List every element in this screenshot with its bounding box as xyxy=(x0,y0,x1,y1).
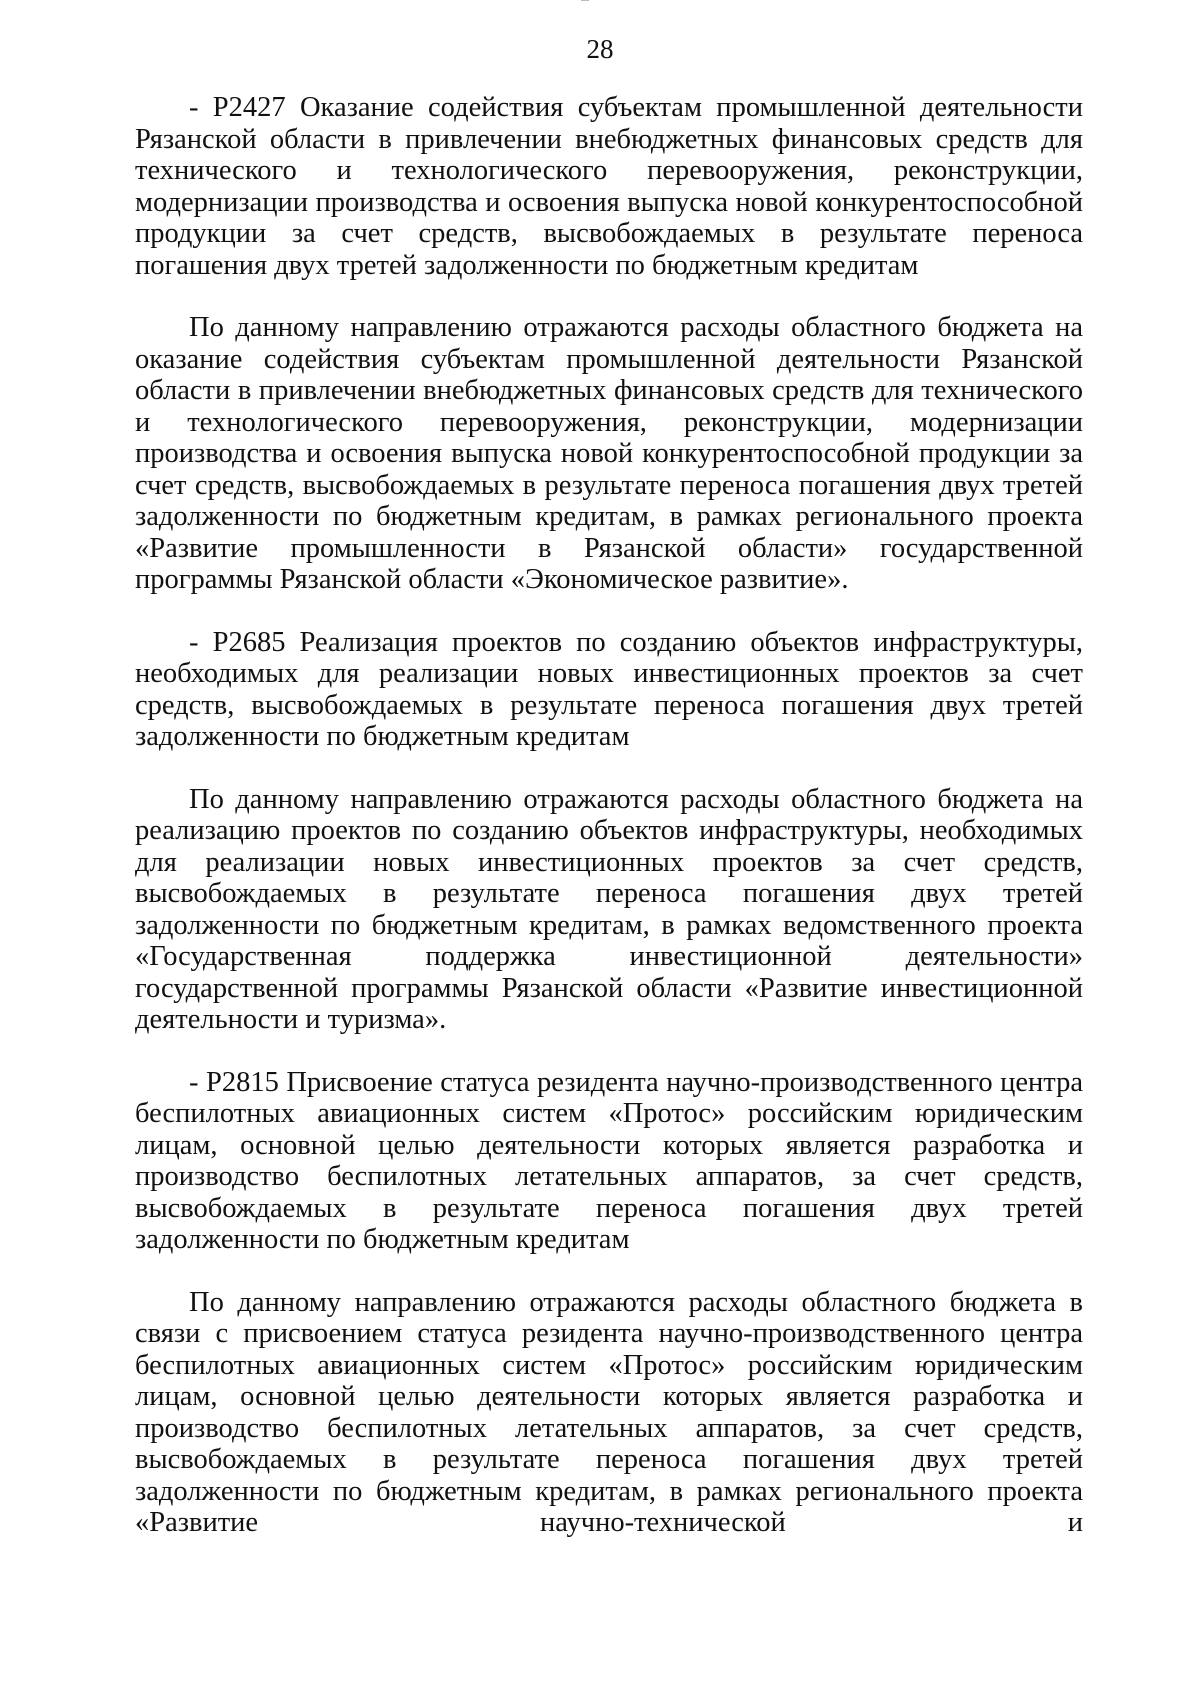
paragraph-p2815-description: По данному направлению отражаются расходы областного бюджета в связи с присвоением статуса резидента научно-производственного центра беспилотных авиационных систем «Протос» российским юридическим лицам, основной целью деятельности которых является разработка и производство беспилотных летательных аппаратов, за счет средств, высвобождаемых в результате переноса погашения двух третей задолженности по бюджетным кредитам, в рамках регионального проекта «Развитие научно-технической и xyxy=(135,1286,1083,1538)
paragraph-p2685-description: По данному направлению отражаются расходы областного бюджета на реализацию проектов по созданию объектов инфраструктуры, необходимых для реализации новых инвестиционных проектов за счет средств, высвобождаемых в результате переноса погашения двух третей задолженности по бюджетным кредитам, в рамках ведомственного проекта «Государственная поддержка инвестиционной деятельности» государственной программы Рязанской области «Развитие инвестиционной деятельности и туризма». xyxy=(135,783,1083,1035)
paragraph-p2685-heading: - Р2685 Реализация проектов по созданию объектов инфраструктуры, необходимых для реализации новых инвестиционных проектов за счет средств, высвобождаемых в результате переноса погашения двух третей задолженности по бюджетным кредитам xyxy=(135,626,1083,752)
document-body xyxy=(135,92,1083,1539)
paragraph-p2427-description: По данному направлению отражаются расходы областного бюджета на оказание содействия субъектам промышленной деятельности Рязанской области в привлечении внебюджетных финансовых средств для технического и технологического перевооружения, реконструкции, модернизации производства и освоения выпуска новой конкурентоспособной продукции за счет средств, высвобождаемых в результате переноса погашения двух третей задолженности по бюджетным кредитам, в рамках регионального проекта «Развитие промышленности в Рязанской области» государственной программы Рязанской области «Экономическое развитие». xyxy=(135,312,1083,595)
page-number: 28 xyxy=(586,34,614,64)
paragraph-p2427-heading: - Р2427 Оказание содействия субъектам промышленной деятельности Рязанской области в привлечении внебюджетных финансовых средств для технического и технологического перевооружения, реконструкции, модернизации производства и освоения выпуска новой конкурентоспособной продукции за счет средств, высвобождаемых в результате переноса погашения двух третей задолженности по бюджетным кредитам xyxy=(135,92,1083,281)
scan-mark xyxy=(581,0,589,1)
paragraph-p2815-heading: - Р2815 Присвоение статуса резидента научно-производственного центра беспилотных авиационных систем «Протос» российским юридическим лицам, основной целью деятельности которых является разработка и производство беспилотных летательных аппаратов, за счет средств, высвобождаемых в результате переноса погашения двух третей задолженности по бюджетным кредитам xyxy=(135,1066,1083,1255)
